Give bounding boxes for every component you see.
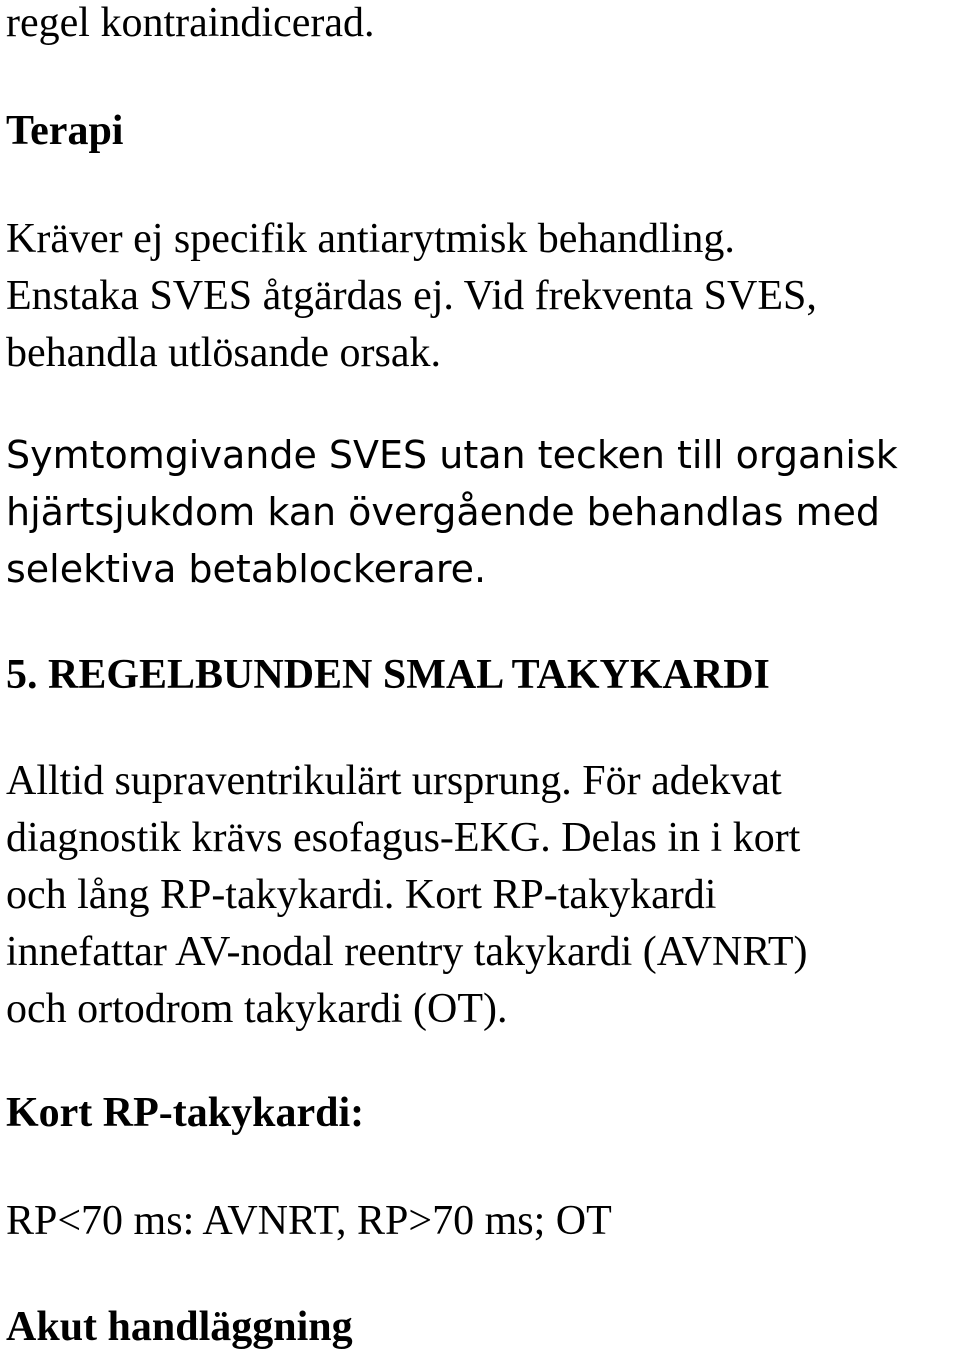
kort-rp-heading: Kort RP-takykardi: — [6, 1090, 365, 1136]
continued-text-block — [6, 0, 374, 52]
paragraph-line: Enstaka SVES åtgärdas ej. Vid frekventa SVES, — [6, 273, 817, 319]
paragraph-line: och lång RP-takykardi. Kort RP-takykardi — [6, 872, 717, 918]
paragraph-line: selektiva betablockerare. — [6, 547, 487, 591]
akut-heading-block — [6, 1299, 353, 1356]
section-5-heading: 5. REGELBUNDEN SMAL TAKYKARDI — [6, 652, 770, 698]
kort-rp-heading-block — [6, 1085, 364, 1142]
paragraph-line: hjärtsjukdom kan övergående behandlas med — [6, 490, 880, 534]
paragraph-line: innefattar AV-nodal reentry takykardi (AVNRT) — [6, 929, 808, 975]
therapy-paragraph — [6, 211, 817, 382]
paragraph-line: Kräver ej specifik antiarytmisk behandling. — [6, 216, 735, 262]
paragraph-line: diagnostik krävs esofagus-EKG. Delas in i kort — [6, 815, 801, 861]
paragraph-line: och ortodrom takykardi (OT). — [6, 986, 508, 1032]
paragraph-line: behandla utlösande orsak. — [6, 330, 442, 376]
rp-criteria-block — [6, 1193, 612, 1250]
rp-criteria-line: RP<70 ms: AVNRT, RP>70 ms; OT — [6, 1198, 612, 1244]
section-5-paragraph — [6, 753, 808, 1038]
symptomatic-sves-paragraph — [6, 427, 898, 598]
paragraph-line: Symtomgivande SVES utan tecken till organisk — [6, 433, 898, 477]
akut-handlaggning-heading: Akut handläggning — [6, 1304, 353, 1350]
terapi-heading: Terapi — [6, 108, 124, 154]
section-5-heading-block — [6, 647, 770, 704]
terapi-heading-block — [6, 103, 123, 160]
continued-text-line: regel kontraindicerad. — [6, 0, 375, 46]
paragraph-line: Alltid supraventrikulärt ursprung. För adekvat — [6, 758, 782, 804]
